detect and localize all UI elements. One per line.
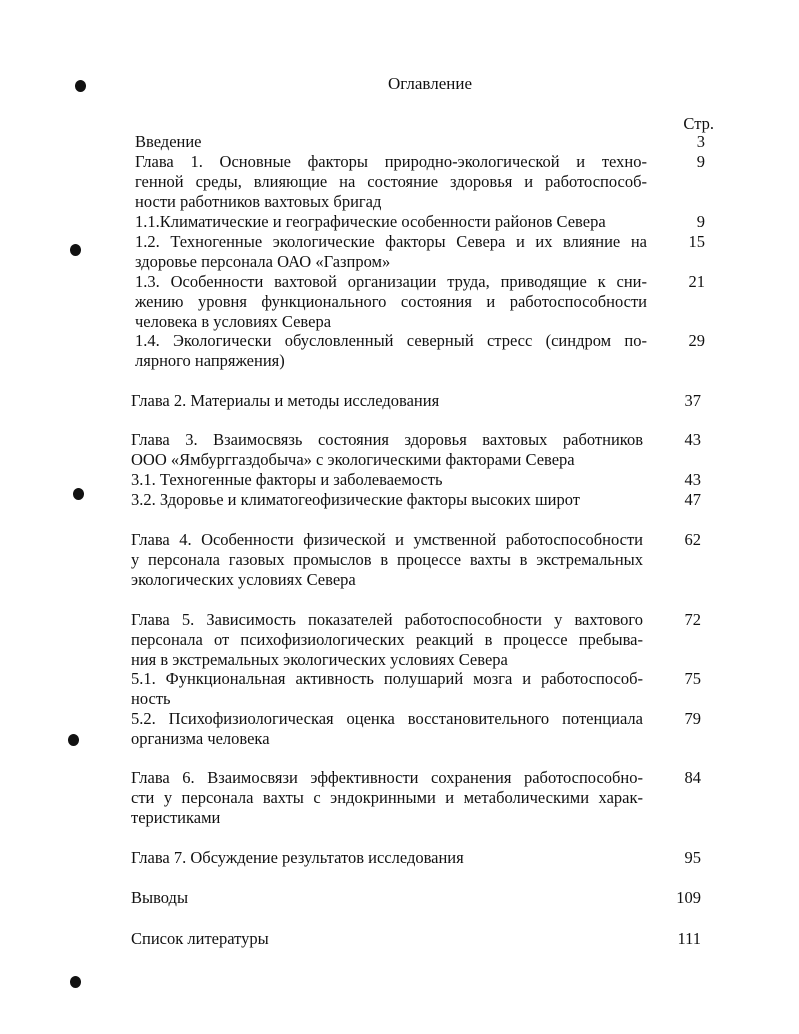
toc-entry xyxy=(135,232,715,272)
punch-hole-mark xyxy=(70,244,81,256)
toc-page-number: 37 xyxy=(684,391,701,410)
toc-page-number: 72 xyxy=(684,610,701,629)
toc-entry-text: Глава 4. Особенности физической и умственной работоспособности xyxy=(131,530,643,549)
toc-entry-text: 1.2. Техногенные экологические факторы Севера и их влияние на xyxy=(135,232,647,251)
page-column-label: Стр. xyxy=(683,114,714,133)
toc-entry-text: 1.3. Особенности вахтовой организации труда, приводящие к сни- xyxy=(135,272,647,291)
toc-entry-text: сти у персонала вахты с эндокринными и метаболическими харак- xyxy=(131,788,643,807)
toc-entry-text: генной среды, влияющие на состояние здоровья и работоспособ- xyxy=(135,172,647,191)
page-title: Оглавление xyxy=(388,74,472,93)
toc-entry-text: жению уровня функционального состояния и работоспособности xyxy=(135,292,647,311)
toc-page-number: 29 xyxy=(688,331,705,350)
toc-entry-text: человека в условиях Севера xyxy=(135,312,332,331)
toc-entry-text: у персонала газовых промыслов в процессе вахты в экстремальных xyxy=(131,550,643,569)
toc-entry xyxy=(131,709,711,749)
toc-entry-text: Введение xyxy=(135,132,202,151)
toc-entry-text: теристиками xyxy=(131,808,221,827)
toc-page-number: 21 xyxy=(688,272,705,291)
toc-page-number: 75 xyxy=(684,669,701,688)
toc-entry xyxy=(131,888,711,908)
toc-entry-text: Глава 6. Взаимосвязи эффективности сохранения работоспособно- xyxy=(131,768,643,787)
toc-page-number: 47 xyxy=(684,490,701,509)
toc-entry-text: Глава 3. Взаимосвязь состояния здоровья вахтовых работников xyxy=(131,430,643,449)
toc-entry-text: лярного напряжения) xyxy=(135,351,285,370)
toc-page-number: 111 xyxy=(677,929,701,948)
toc-page-number: 15 xyxy=(688,232,705,251)
toc-page-number: 3 xyxy=(696,132,705,151)
toc-entry-text: ность xyxy=(131,689,171,708)
toc-entry xyxy=(131,848,711,868)
toc-entry-text: 3.1. Техногенные факторы и заболеваемость xyxy=(131,470,443,489)
toc-entry xyxy=(131,530,711,590)
toc-entry-text: 3.2. Здоровье и климатогеофизические факторы высоких широт xyxy=(131,490,581,509)
toc-entry-text: Выводы xyxy=(131,888,189,907)
toc-entry xyxy=(131,669,711,709)
toc-entry xyxy=(131,391,711,411)
toc-page-number: 109 xyxy=(676,888,701,907)
toc-entry-text: здоровье персонала ОАО «Газпром» xyxy=(135,252,391,271)
toc-entry-text: Глава 5. Зависимость показателей работоспособности у вахтового xyxy=(131,610,643,629)
toc-entry xyxy=(131,470,711,490)
toc-entry xyxy=(135,331,715,371)
punch-hole-mark xyxy=(68,734,79,746)
toc-entry-text: персонала от психофизиологических реакций в процессе пребыва- xyxy=(131,630,643,649)
toc-entry-text: ООО «Ямбурггаздобыча» с экологическими факторами Севера xyxy=(131,450,575,469)
toc-page-number: 79 xyxy=(684,709,701,728)
toc-entry-text: Глава 1. Основные факторы природно-экологической и техно- xyxy=(135,152,647,171)
toc-entry xyxy=(135,152,715,212)
toc-page-number: 9 xyxy=(696,212,705,231)
toc-entry xyxy=(135,212,715,232)
toc-entry xyxy=(131,490,711,510)
toc-entry-text: экологических условиях Севера xyxy=(131,570,356,589)
toc-entry xyxy=(131,610,711,670)
toc-page-number: 9 xyxy=(696,152,705,171)
punch-hole-mark xyxy=(73,488,84,500)
toc-entry-text: 1.4. Экологически обусловленный северный стресс (синдром по- xyxy=(135,331,647,350)
punch-hole-mark xyxy=(70,976,81,988)
toc-entry-text: 1.1.Климатические и географические особенности районов Севера xyxy=(135,212,606,231)
toc-page-number: 84 xyxy=(684,768,701,787)
toc-page-number: 95 xyxy=(684,848,701,867)
toc-entry-text: 5.2. Психофизиологическая оценка восстановительного потенциала xyxy=(131,709,643,728)
toc-entry xyxy=(135,132,715,152)
toc-page-number: 43 xyxy=(684,470,701,489)
toc-entry xyxy=(131,929,711,949)
toc-entry xyxy=(131,768,711,828)
toc-entry-text: ности работников вахтовых бригад xyxy=(135,192,382,211)
toc-page-number: 62 xyxy=(684,530,701,549)
toc-entry xyxy=(135,272,715,332)
toc-entry xyxy=(131,430,711,470)
toc-entry-text: организма человека xyxy=(131,729,270,748)
toc-entry-text: ния в экстремальных экологических условиях Севера xyxy=(131,650,508,669)
toc-entry-text: Глава 2. Материалы и методы исследования xyxy=(131,391,440,410)
toc-page-number: 43 xyxy=(684,430,701,449)
toc-entry-text: 5.1. Функциональная активность полушарий мозга и работоспособ- xyxy=(131,669,643,688)
toc-entry-text: Список литературы xyxy=(131,929,269,948)
toc-entry-text: Глава 7. Обсуждение результатов исследования xyxy=(131,848,464,867)
